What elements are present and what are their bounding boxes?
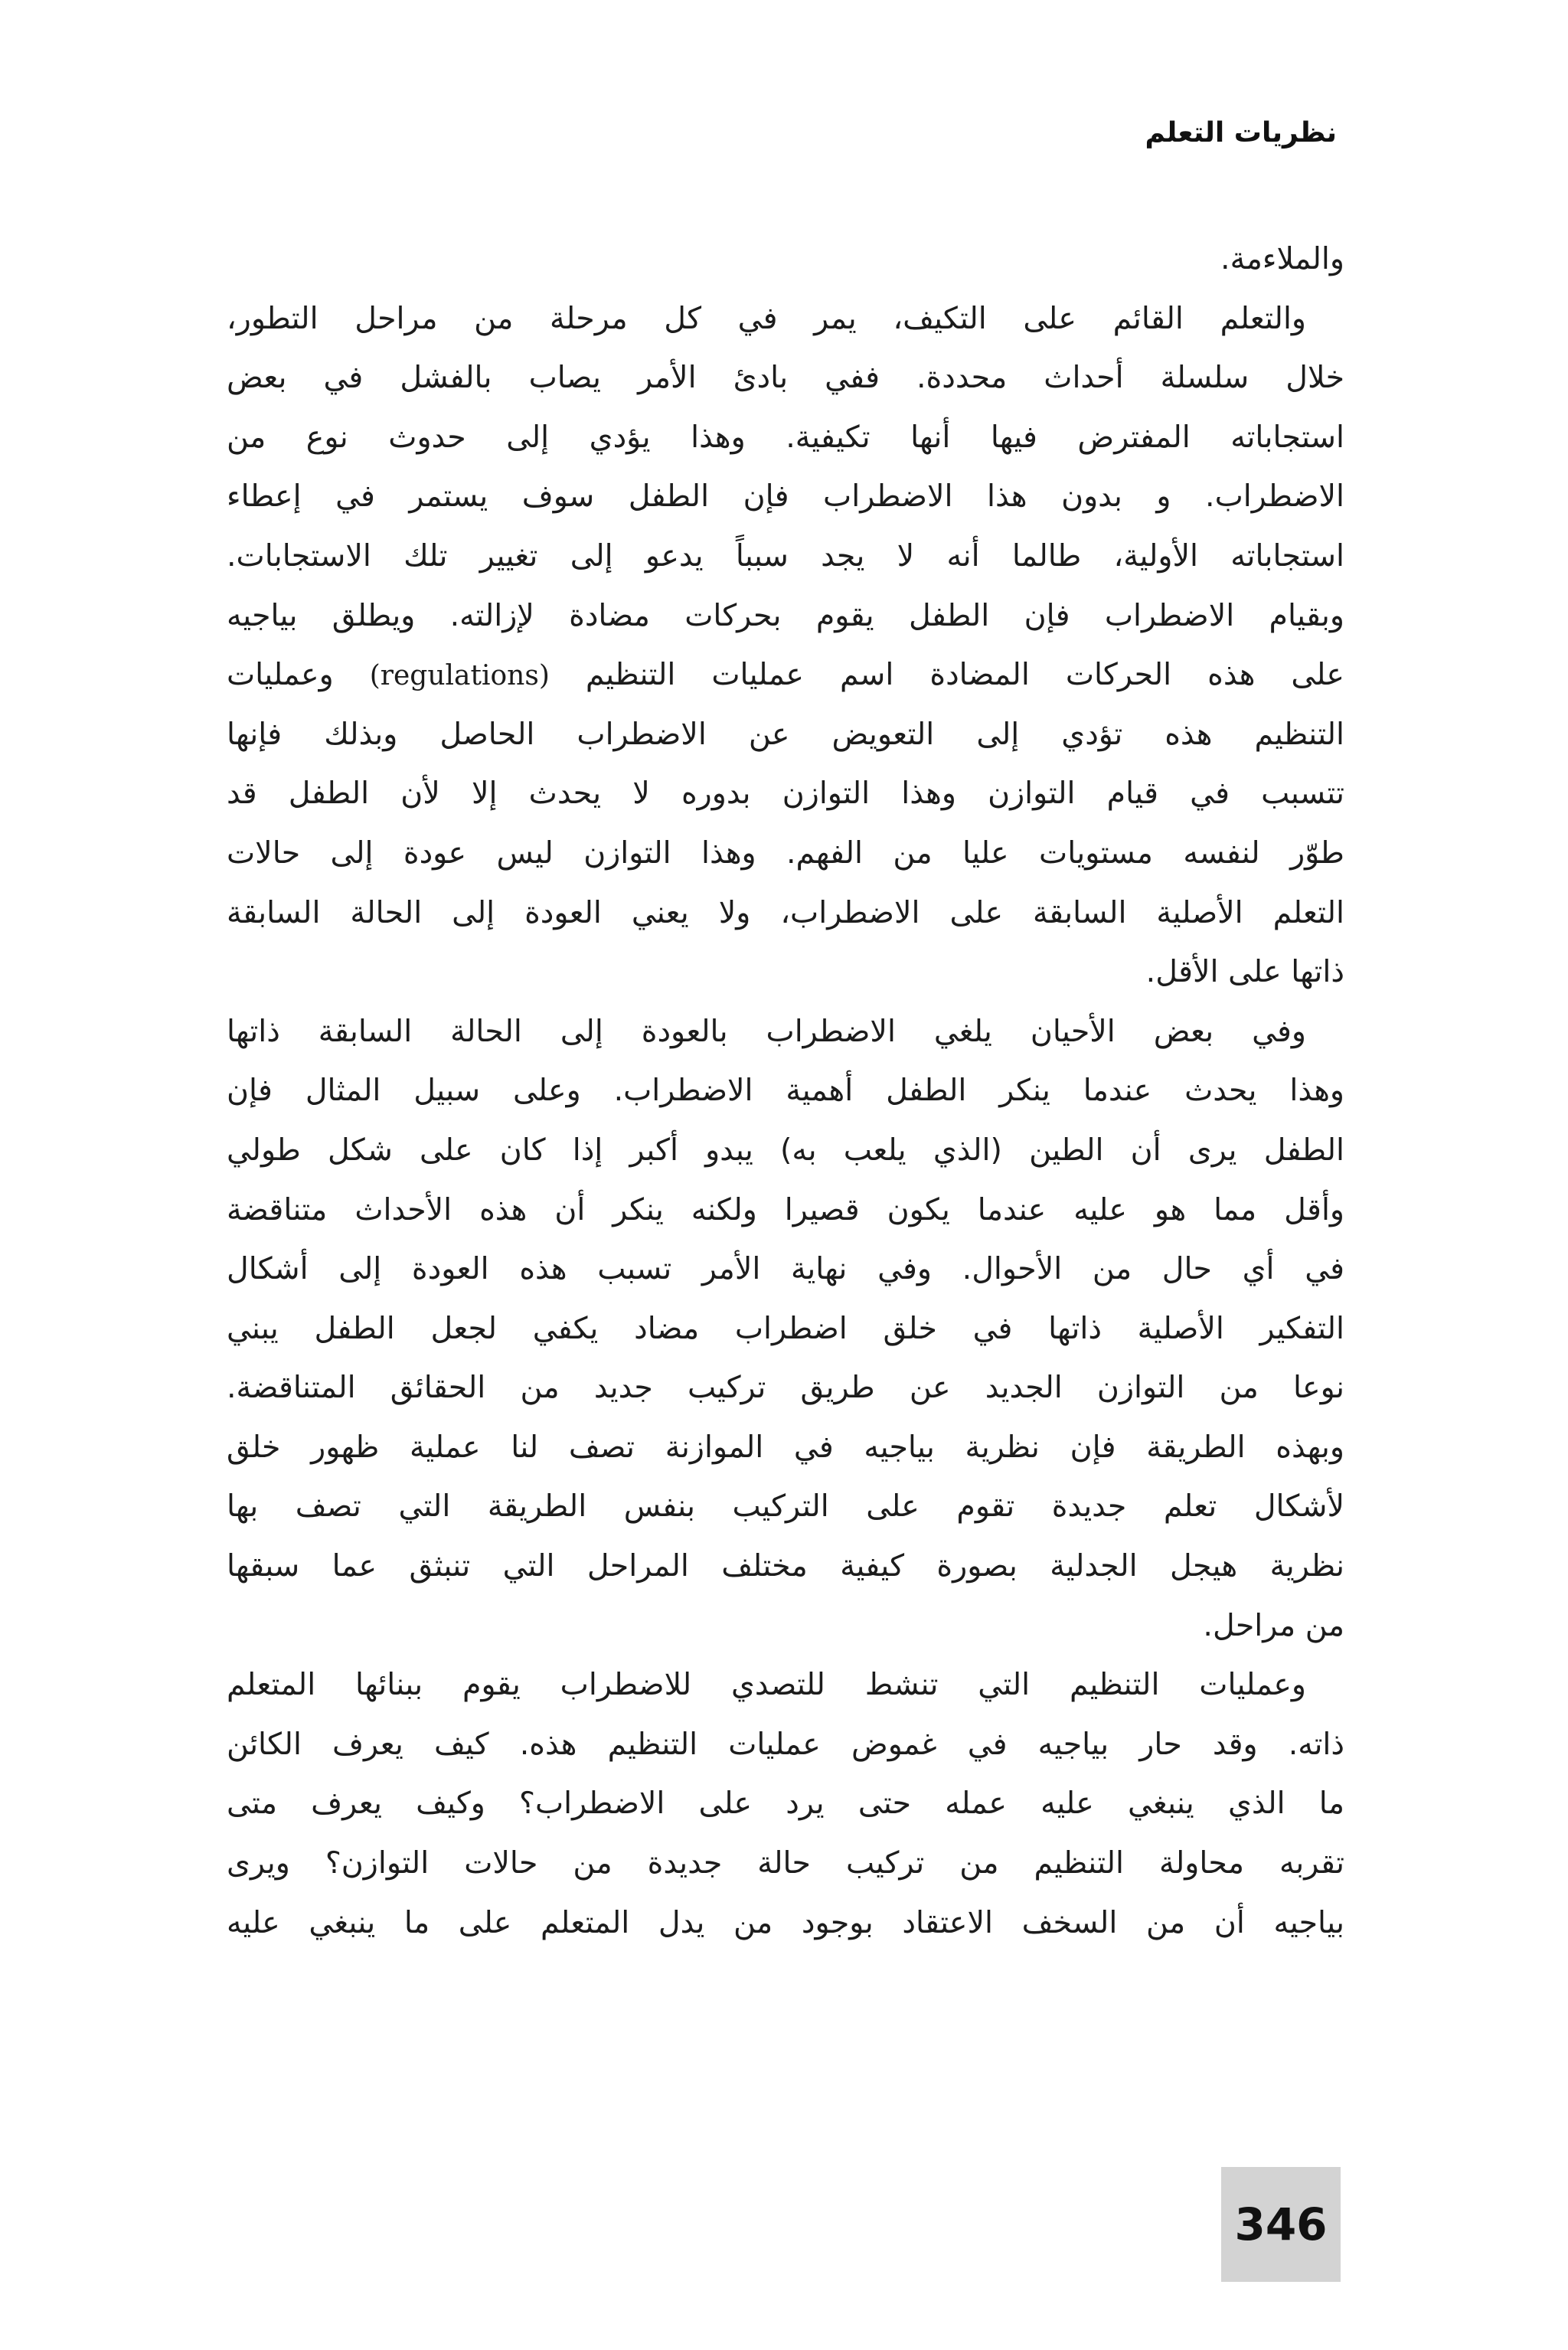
running-header: نظريات التعلم [1145,117,1337,149]
text-segment: على هذه الحركات المضادة اسم عمليات التنظيم [585,657,1344,693]
text-line: التفكير الأصلية ذاتها في خلق اضطراب مضاد يكفي لجعل الطفل يبني [227,1310,1344,1346]
text-line [227,646,1344,705]
text-line: من مراحل. [1203,1607,1344,1643]
text-line: لأشكال تعلم جديدة تقوم على التركيب بنفس الطريقة التي تصف بها [227,1489,1344,1525]
text-line: التنظيم هذه تؤدي إلى التعويض عن الاضطراب الحاصل وبذلك فإنها [227,716,1344,752]
text-line: خلال سلسلة أحداث محددة. ففي بادئ الأمر يصاب بالفشل في بعض [227,360,1344,396]
text-line: وبقيام الاضطراب فإن الطفل يقوم بحركات مضادة لإزالته. ويطلق بياجيه [227,597,1344,633]
text-line: نوعا من التوازن الجديد عن طريق تركيب جديد من الحقائق المتناقضة. [227,1370,1344,1406]
text-line: الاضطراب. و بدون هذا الاضطراب فإن الطفل سوف يستمر في إعطاء [227,479,1344,515]
text-line: وأقل مما هو عليه عندما يكون قصيرا ولكنه ينكر أن هذه الأحداث متناقضة [227,1191,1344,1227]
text-line: وعمليات التنظيم التي تنشط للتصدي للاضطراب يقوم ببنائها المتعلم [227,1667,1306,1703]
text-line: طوّر لنفسه مستويات عليا من الفهم. وهذا التوازن ليس عودة إلى حالات [227,835,1344,871]
text-line: وهذا يحدث عندما ينكر الطفل أهمية الاضطراب. وعلى سبيل المثال فإن [227,1073,1344,1109]
text-line: والملاءمة. [1220,241,1344,276]
page-number: 346 [1234,2198,1328,2250]
text-line: ما الذي ينبغي عليه عمله حتى يرد على الاضطراب؟ وكيف يعرف متى [227,1786,1344,1822]
text-line: استجاباته المفترض فيها أنها تكيفية. وهذا يؤدي إلى حدوث نوع من [227,419,1344,455]
text-line: استجاباته الأولية، طالما أنه لا يجد سبباً يدعو إلى تغيير تلك الاستجابات. [227,538,1344,574]
text-line: وبهذه الطريقة فإن نظرية بياجيه في الموازنة تصف لنا عملية ظهور خلق [227,1429,1344,1465]
text-line: في أي حال من الأحوال. وفي نهاية الأمر تسبب هذه العودة إلى أشكال [227,1251,1344,1287]
text-line: نظرية هيجل الجدلية بصورة كيفية مختلف المراحل التي تنبثق عما سبقها [227,1548,1344,1584]
text-line: والتعلم القائم على التكيف، يمر في كل مرحلة من مراحل التطور، [227,300,1306,336]
text-line: ذاته. وقد حار بياجيه في غموض عمليات التنظيم هذه. كيف يعرف الكائن [227,1726,1344,1762]
text-line: تقربه محاولة التنظيم من تركيب حالة جديدة من حالات التوازن؟ ويرى [227,1845,1344,1881]
text-line: بياجيه أن من السخف الاعتقاد بوجود من يدل المتعلم على ما ينبغي عليه [227,1904,1344,1940]
text-line: ذاتها على الأقل. [1145,954,1344,990]
text-line: تتسبب في قيام التوازن وهذا التوازن بدوره لا يحدث إلا لأن الطفل قد [227,776,1344,812]
text-line: وفي بعض الأحيان يلغي الاضطراب بالعودة إلى الحالة السابقة ذاتها [227,1013,1306,1049]
text-segment: وعمليات [227,657,334,693]
body-text [227,230,1344,1953]
text-line: التعلم الأصلية السابقة على الاضطراب، ولا يعني العودة إلى الحالة السابقة [227,894,1344,930]
page-number-box [1221,2167,1341,2282]
text-line: الطفل يرى أن الطين (الذي يلعب به) يبدو أكبر إذا كان على شكل طولي [227,1132,1344,1168]
latin-term: (regulations) [369,660,550,692]
